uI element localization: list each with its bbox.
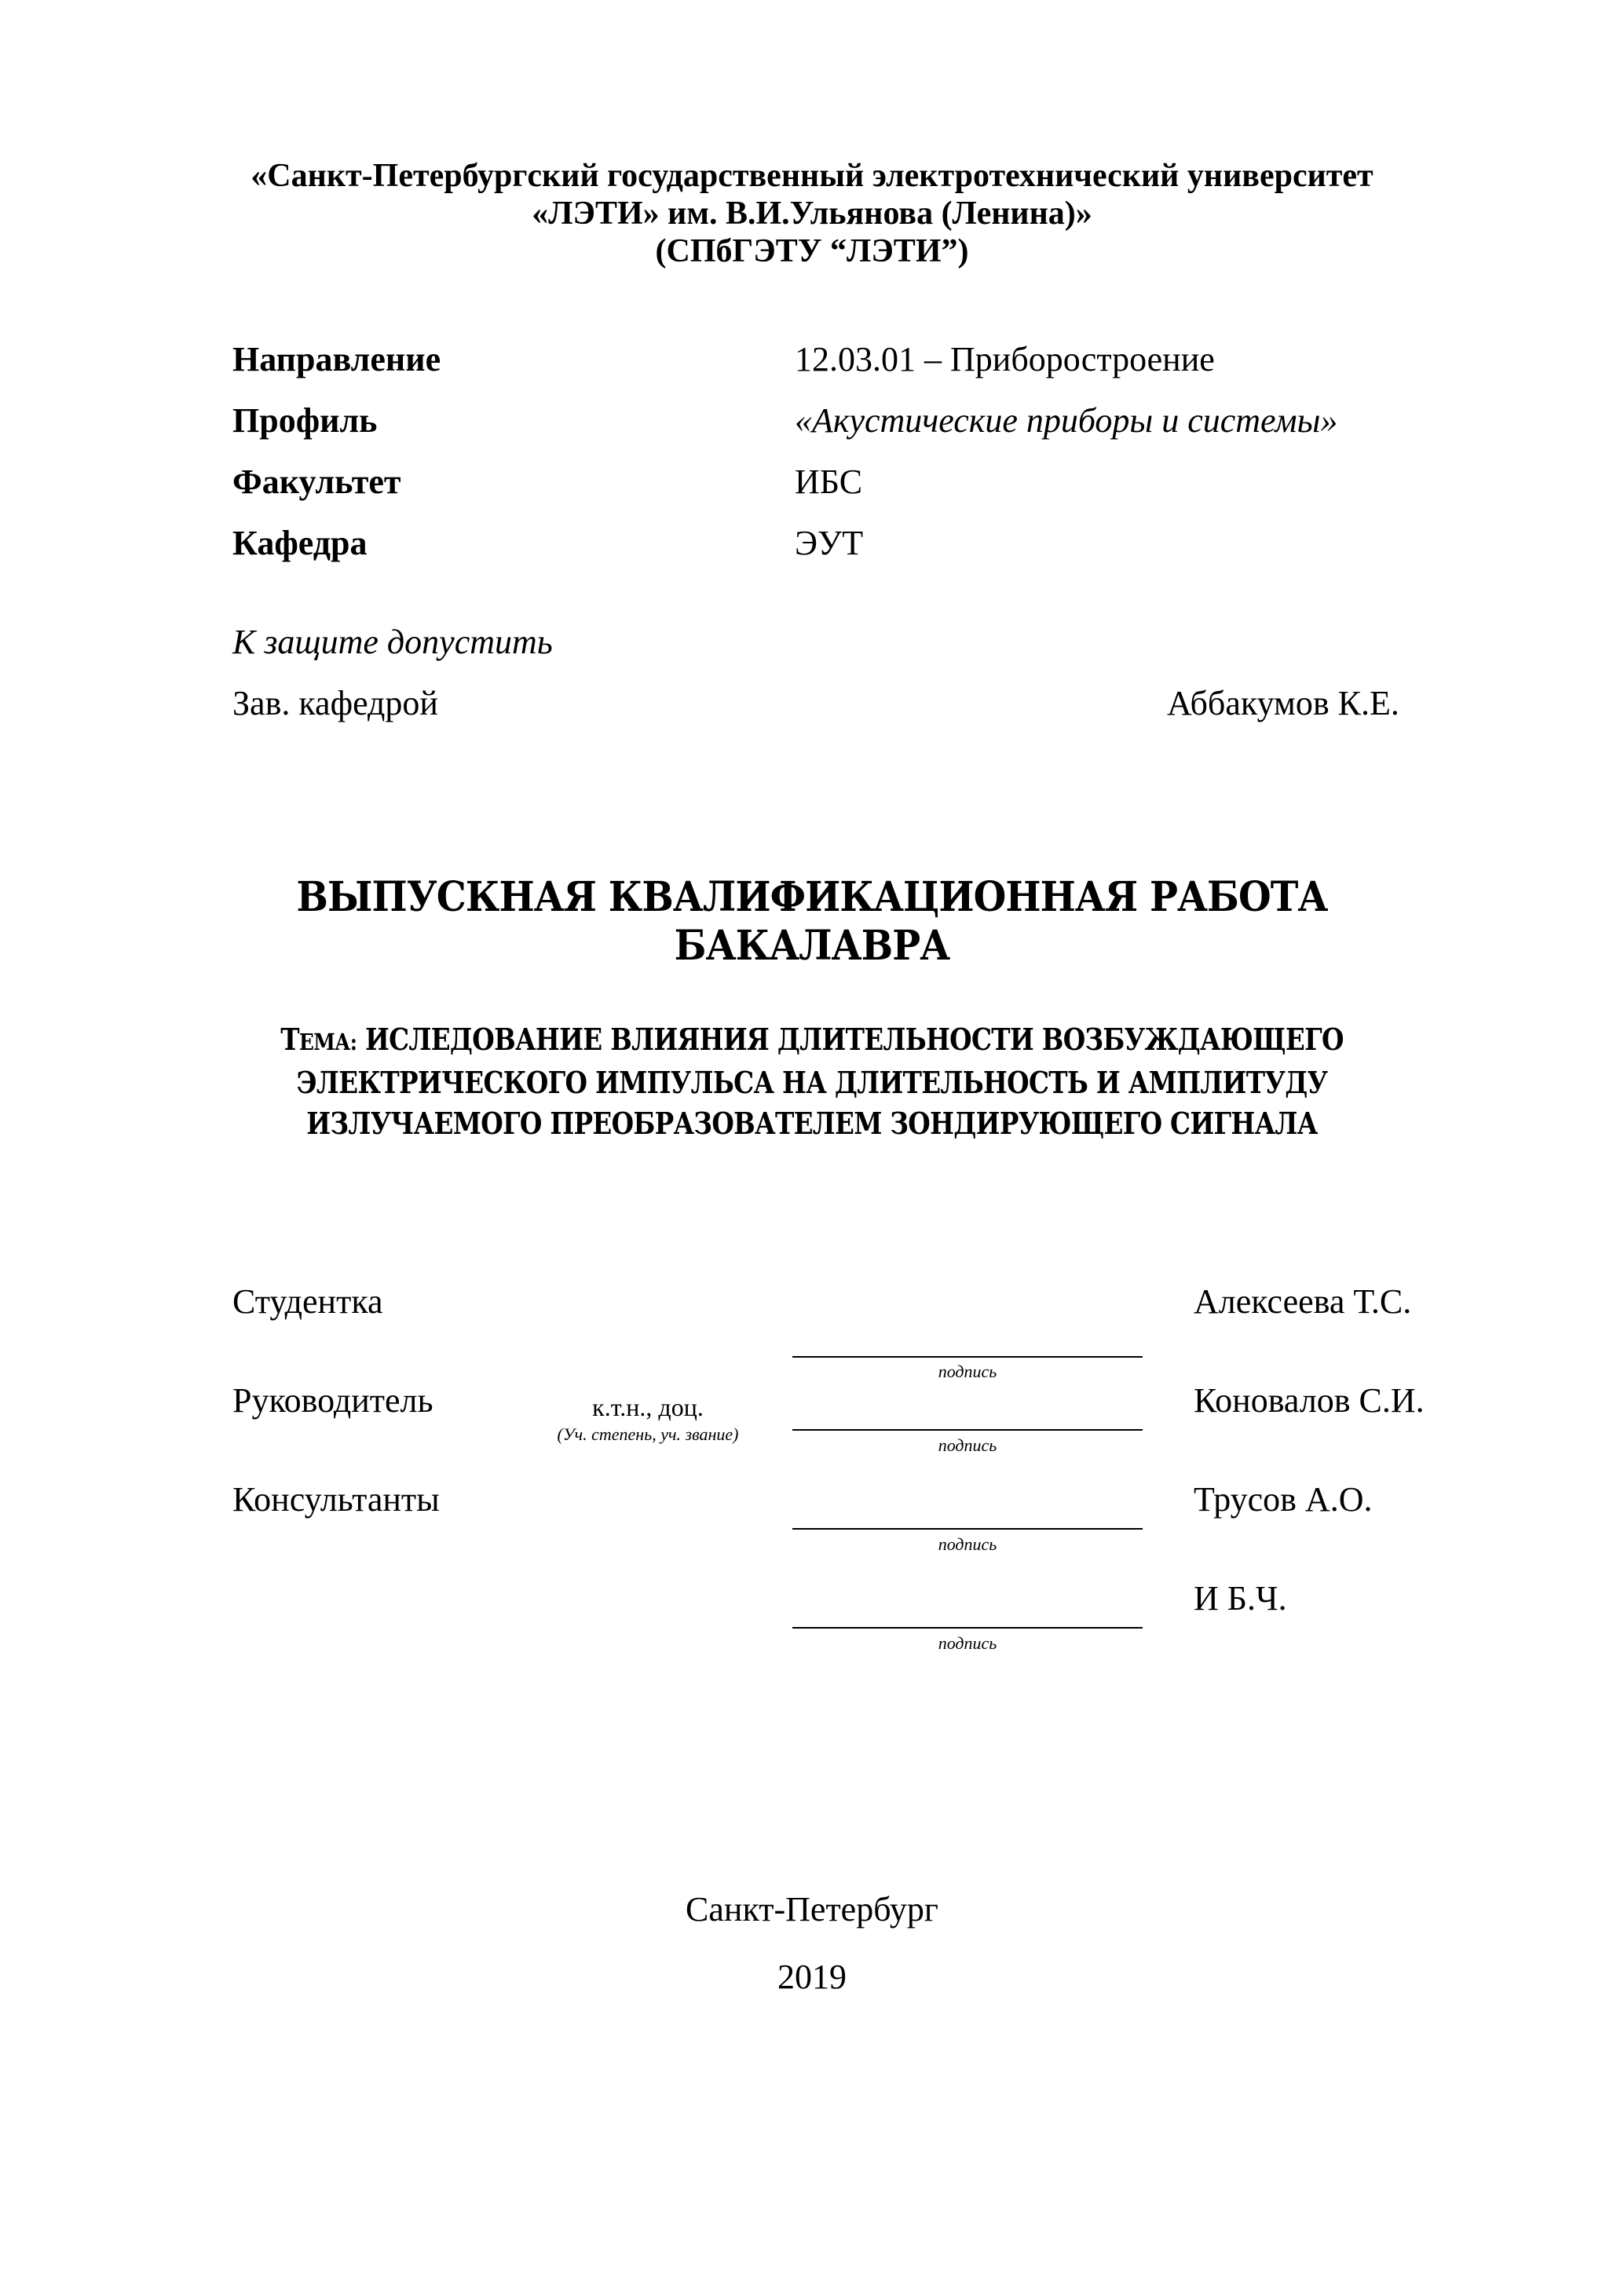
supervisor-degree: к.т.н., доц. (592, 1393, 704, 1421)
thesis-topic-line1 (114, 1019, 1510, 1062)
supervisor-degree-caption: (Уч. степень, уч. звание) (557, 1424, 739, 1444)
signature-line-supervisor (792, 1429, 1143, 1431)
signature-name-consultant-2: И Б.Ч. (1194, 1579, 1287, 1618)
university-header (0, 157, 1624, 270)
admit-to-defense-text: К защите допустить (232, 623, 553, 661)
signature-role-supervisor: Руководитель (232, 1381, 433, 1420)
thesis-topic (114, 1019, 1510, 1144)
topic-prefix-first: Т (280, 1022, 299, 1057)
thesis-topic-line2: ЭЛЕКТРИЧЕСКОГО ИМПУЛЬСА НА ДЛИТЕЛЬНОСТЬ И АМПЛИТУДУ (296, 1065, 1328, 1100)
info-value-profile: «Акустические приборы и системы» (795, 401, 1338, 440)
university-name-line2: «ЛЭТИ» им. В.И.Ульянова (Ленина)» (532, 196, 1092, 232)
signature-line-consultant-1 (792, 1528, 1143, 1530)
signature-name-student: Алексеева Т.С. (1194, 1282, 1412, 1321)
info-label-profile: Профиль (232, 401, 378, 440)
footer-year: 2019 (777, 1958, 847, 1996)
info-value-direction: 12.03.01 – Приборостроение (795, 340, 1215, 378)
thesis-title (65, 873, 1560, 971)
signature-role-student: Студентка (232, 1282, 383, 1321)
signature-name-supervisor: Коновалов С.И. (1194, 1381, 1425, 1420)
thesis-title-line1: ВЫПУСКНАЯ КВАЛИФИКАЦИОННАЯ РАБОТА (296, 873, 1328, 921)
info-value-faculty: ИБС (795, 462, 863, 501)
info-label-direction: Направление (232, 340, 441, 378)
info-label-department: Кафедра (232, 524, 368, 562)
info-label-faculty: Факультет (232, 462, 401, 501)
signature-caption-student: подпись (938, 1362, 997, 1381)
info-value-department: ЭУТ (795, 524, 864, 562)
signature-caption-supervisor: подпись (938, 1435, 997, 1455)
signature-caption-consultant-1: подпись (938, 1534, 997, 1554)
topic-text-line1: ИСЛЕДОВАНИЕ ВЛИЯНИЯ ДЛИТЕЛЬНОСТИ ВОЗБУЖДАЮЩЕГО (364, 1022, 1344, 1057)
signature-name-consultant-1: Трусов А.О. (1194, 1480, 1373, 1519)
thesis-topic-line3: ИЗЛУЧАЕМОГО ПРЕОБРАЗОВАТЕЛЕМ ЗОНДИРУЮЩЕГО СИГНАЛА (306, 1106, 1318, 1141)
signature-line-student (792, 1356, 1143, 1358)
topic-prefix-rest: ЕМА: (298, 1029, 357, 1055)
head-of-department-label: Зав. кафедрой (232, 684, 438, 722)
signature-role-consultants: Консультанты (232, 1480, 440, 1519)
head-of-department-name: Аббакумов К.Е. (1167, 684, 1399, 722)
signature-caption-consultant-2: подпись (938, 1633, 997, 1653)
footer-city: Санкт-Петербург (686, 1890, 938, 1929)
university-abbreviation: (СПбГЭТУ “ЛЭТИ”) (655, 233, 969, 269)
thesis-title-line2: БАКАЛАВРА (674, 922, 950, 970)
university-name-line1: «Санкт-Петербургский государственный электротехнический университет (251, 158, 1373, 194)
signature-line-consultant-2 (792, 1627, 1143, 1629)
